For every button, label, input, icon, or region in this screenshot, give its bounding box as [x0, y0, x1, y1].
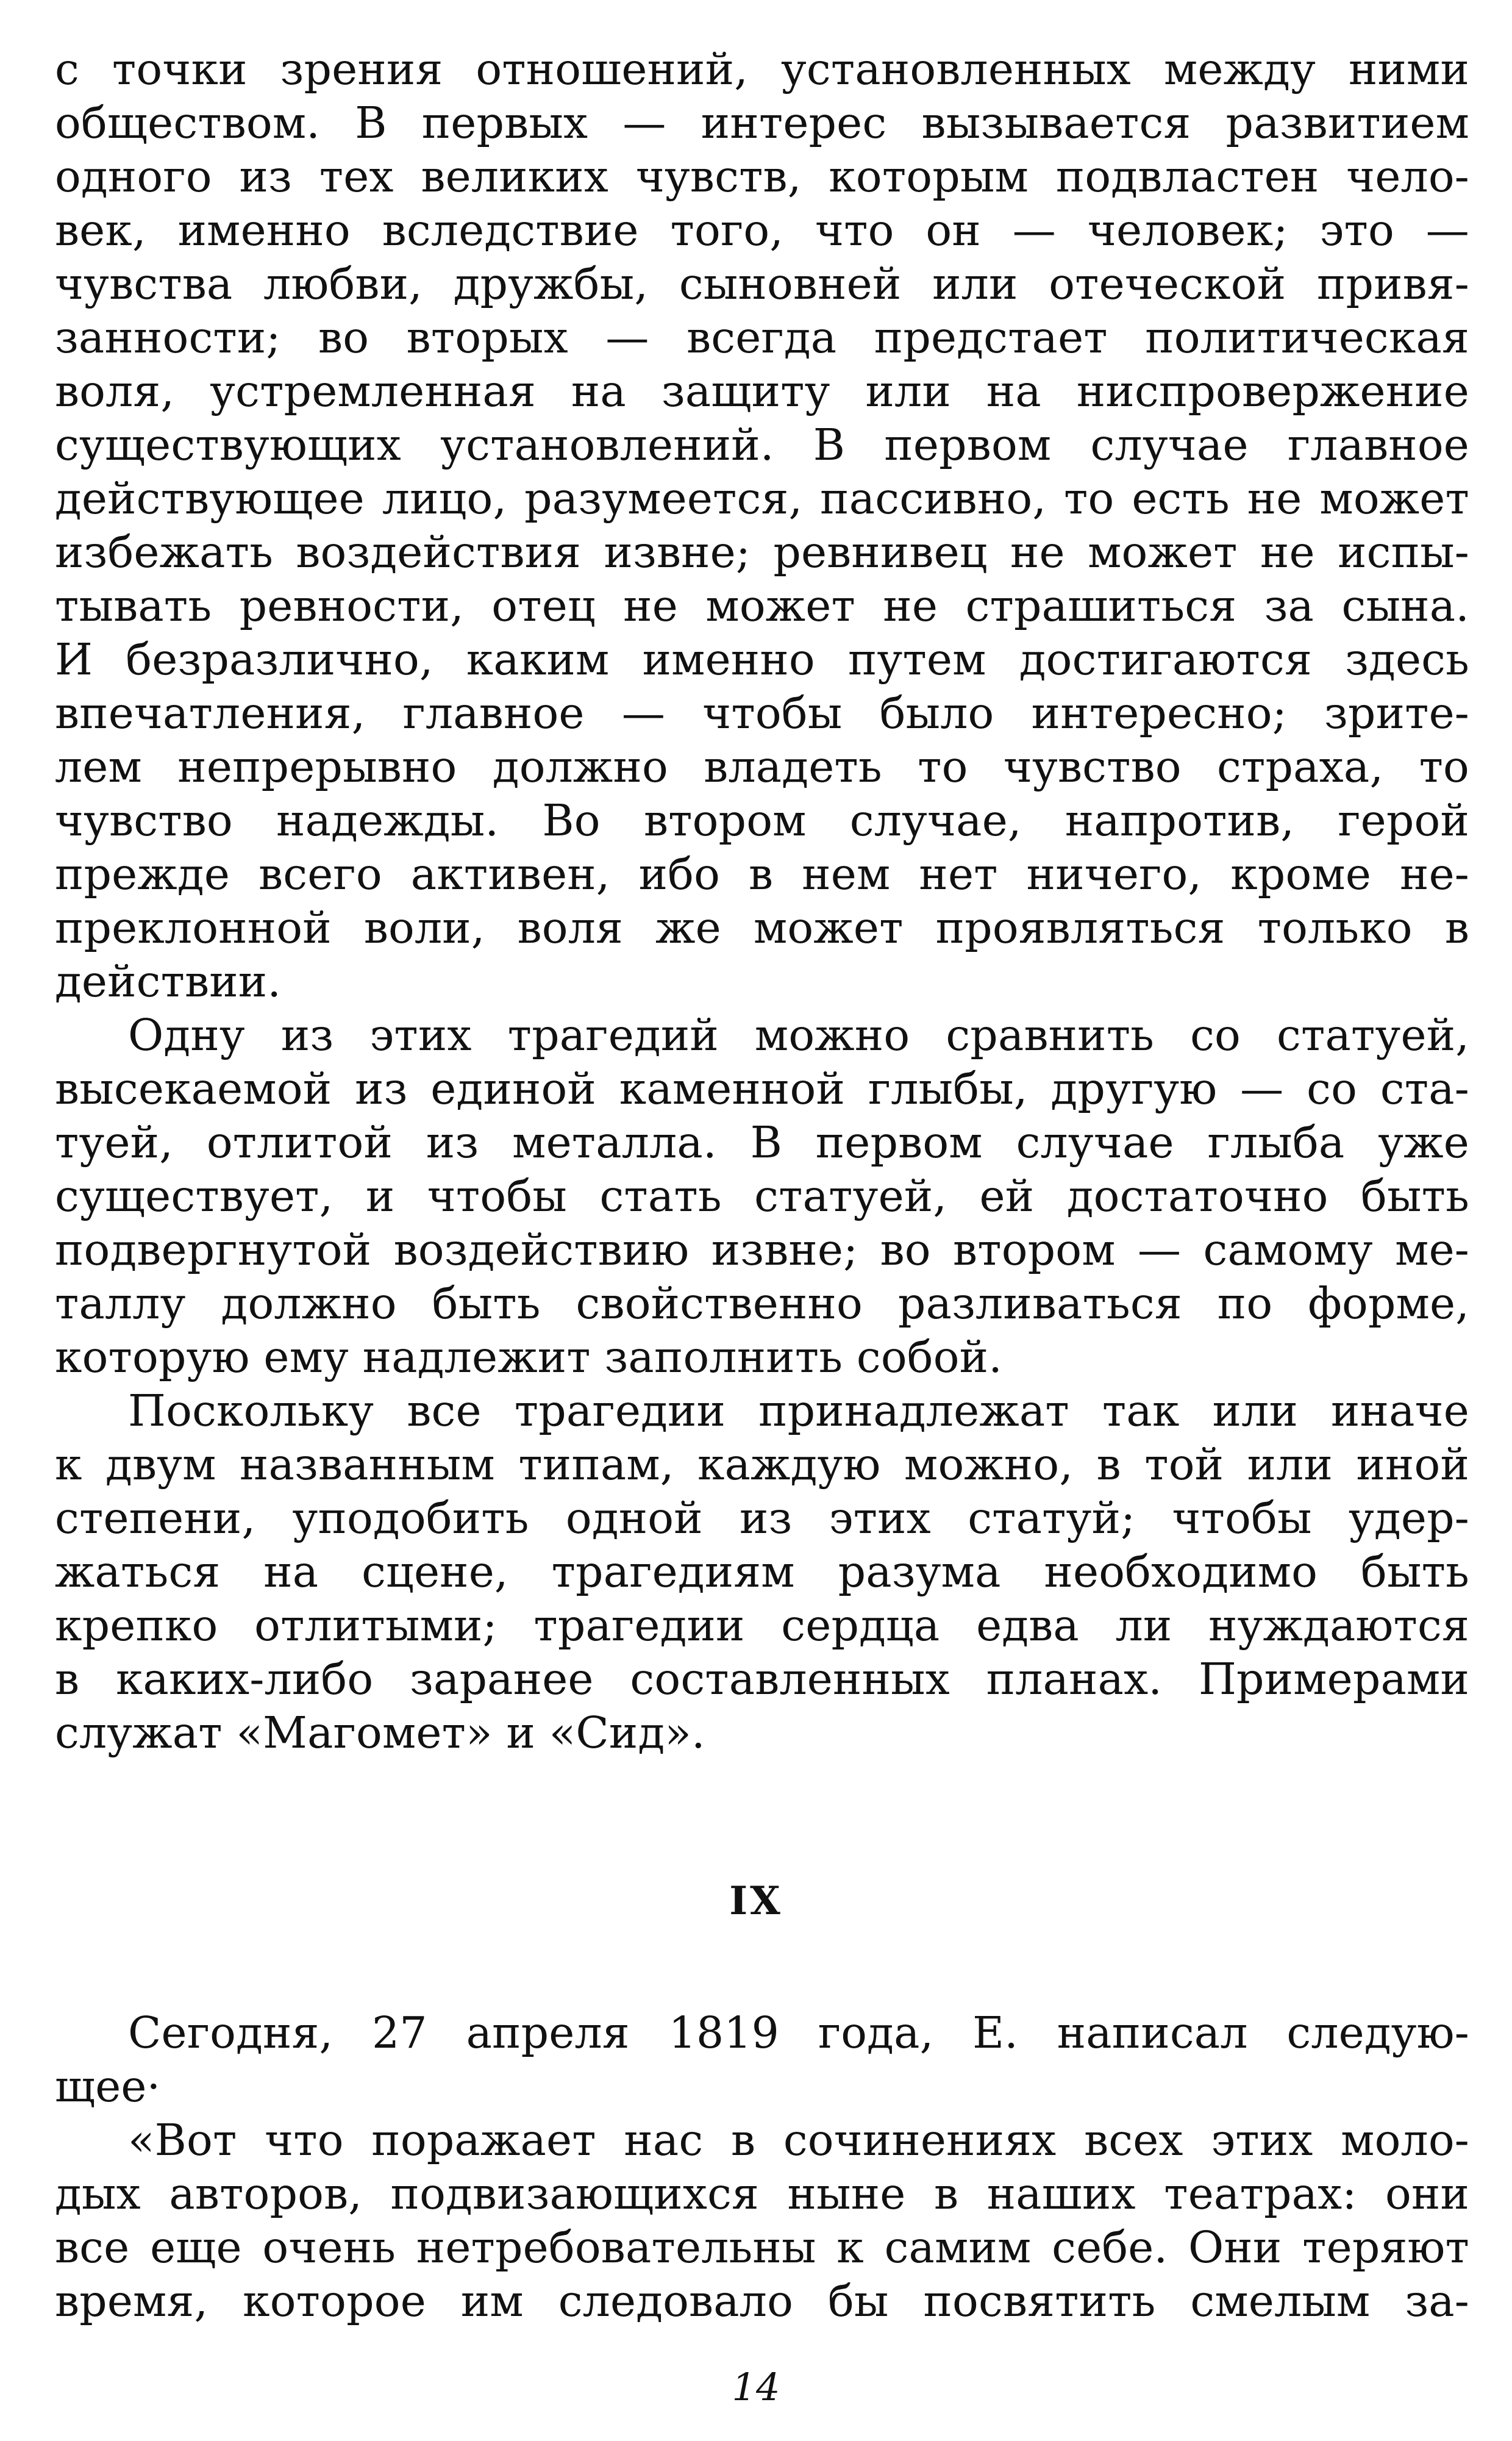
- text-block-bottom: [55, 2006, 1469, 2328]
- text-line: в каких-либо заранее составленных планах. Примерами: [55, 1654, 1469, 1704]
- text-line: тывать ревности, отец не может не страшиться за сына.: [55, 581, 1469, 631]
- text-line: действии.: [55, 956, 282, 1007]
- text-line: занности; во вторых — всегда предстает политическая: [55, 312, 1469, 363]
- text-line: И безразлично, каким именно путем достигаются здесь: [55, 634, 1469, 685]
- text-line: дых авторов, подвизающихся ныне в наших театрах: они: [55, 2168, 1469, 2219]
- text-line: степени, уподобить одной из этих статуй; чтобы удер-: [55, 1493, 1469, 1543]
- text-line: чувства любви, дружбы, сыновней или отеческой привя-: [55, 259, 1469, 309]
- text-line: одного из тех великих чувств, которым подвластен чело-: [55, 151, 1469, 202]
- text-line: преклонной воли, воля же может проявляться только в: [55, 902, 1469, 953]
- text-block-top: [55, 43, 1469, 1760]
- text-line: избежать воздействия извне; ревнивец не может не испы-: [55, 527, 1469, 577]
- text-line: обществом. В первых — интерес вызывается развитием: [55, 98, 1469, 148]
- text-line: жаться на сцене, трагедиям разума необходимо быть: [55, 1546, 1469, 1597]
- text-line: воля, устремленная на защиту или на ниспровержение: [55, 366, 1469, 416]
- page-number: 14: [732, 2365, 780, 2409]
- text-line: все еще очень нетребовательны к самим себе. Они теряют: [55, 2222, 1469, 2273]
- text-line: чувство надежды. Во втором случае, напротив, герой: [55, 795, 1469, 846]
- text-line: крепко отлитыми; трагедии сердца едва ли нуждаются: [55, 1600, 1469, 1651]
- text-line: время, которое им следовало бы посвятить смелым за-: [55, 2276, 1469, 2326]
- text-line: Сегодня, 27 апреля 1819 года, Е. написал следую-: [128, 2007, 1469, 2058]
- text-line: существует, и чтобы стать статуей, ей достаточно быть: [55, 1171, 1469, 1221]
- text-line: подвергнутой воздействию извне; во втором — самому ме-: [55, 1224, 1469, 1275]
- text-line: с точки зрения отношений, установленных между ними: [55, 44, 1469, 95]
- text-line: Поскольку все трагедии принадлежат так или иначе: [128, 1385, 1469, 1436]
- text-line: действующее лицо, разумеется, пассивно, то есть не может: [55, 473, 1469, 524]
- text-line: век, именно вследствие того, что он — человек; это —: [55, 205, 1469, 256]
- text-line: таллу должно быть свойственно разливаться по форме,: [55, 1278, 1469, 1329]
- text-line: Одну из этих трагедий можно сравнить со статуей,: [128, 1010, 1469, 1060]
- text-line: туей, отлитой из металла. В первом случае глыба уже: [55, 1117, 1469, 1168]
- text-line: высекаемой из единой каменной глыбы, другую — со ста-: [55, 1063, 1469, 1114]
- text-line: существующих установлений. В первом случае главное: [55, 420, 1469, 470]
- text-line: к двум названным типам, каждую можно, в той или иной: [55, 1439, 1469, 1490]
- text-line: которую ему надлежит заполнить собой.: [55, 1332, 1002, 1382]
- text-line: щее·: [55, 2061, 161, 2112]
- text-line: служат «Магомет» и «Сид».: [55, 1707, 705, 1758]
- text-line: лем непрерывно должно владеть то чувство страха, то: [55, 742, 1469, 792]
- text-line: впечатления, главное — чтобы было интересно; зрите-: [55, 688, 1469, 738]
- section-heading: IX: [729, 1878, 783, 1924]
- text-line: «Вот что поражает нас в сочинениях всех этих моло-: [128, 2115, 1469, 2165]
- text-line: прежде всего активен, ибо в нем нет ничего, кроме не-: [55, 849, 1469, 899]
